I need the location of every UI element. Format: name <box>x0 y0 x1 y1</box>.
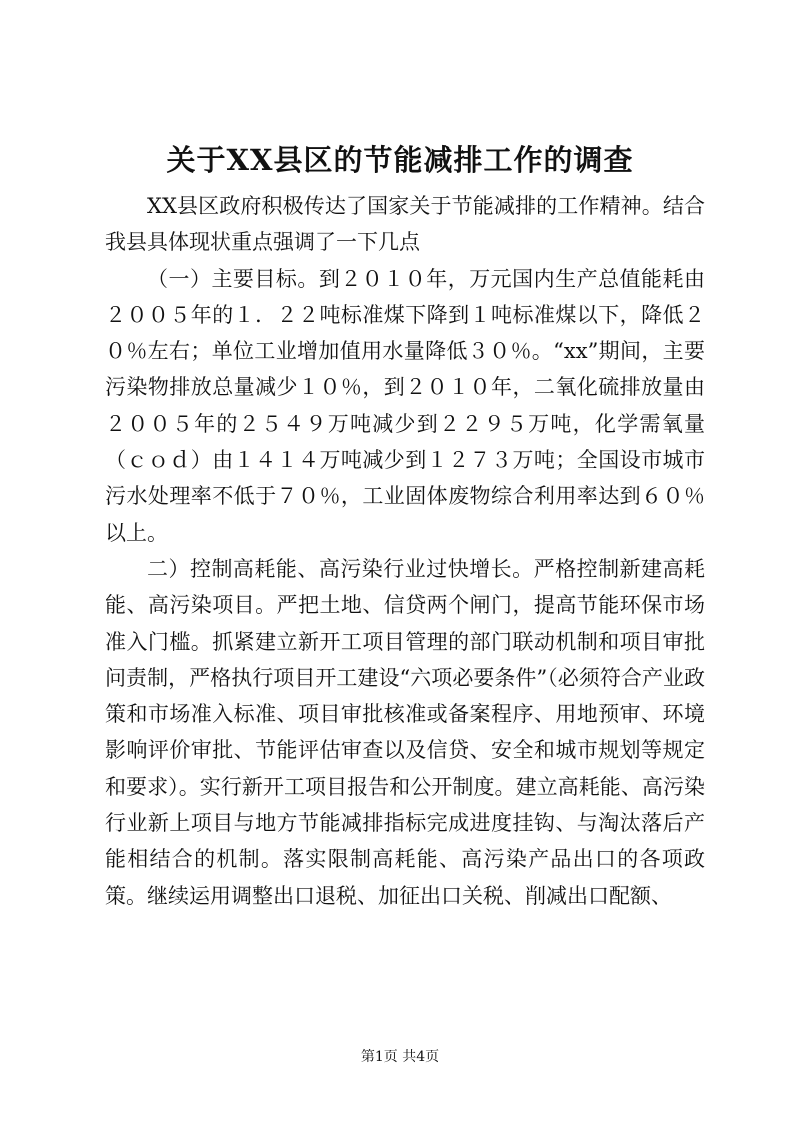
paragraph-intro: XX县区政府积极传达了国家关于节能减排的工作精神。结合我县具体现状重点强调了一下几点 <box>105 194 705 255</box>
document-title: 关于XX县区的节能减排工作的调查 <box>166 143 634 177</box>
document-body <box>105 188 705 914</box>
page-number-footer: 第1页 共4页 <box>360 1049 440 1065</box>
paragraph-main-goals: （一）主要目标。到２０１０年，万元国内生产总值能耗由２００５年的１．２２吨标准煤下降到１吨标准煤以下，降低２０％左右；单位工业增加值用水量降低３０％。“xx”期间，主要污染物排放总量减少１０％，到２０１０年，二氧化硫排放量由２００５年的２５４９万吨减少到２２９５万吨，化学需氧量（ｃｏｄ）由１４１４万吨减少到１２７３万吨；全国设市城市污水处理率不低于７０％，工业固体废物综合利用率达到６０％以上。 <box>105 266 705 545</box>
paragraph-control-growth: 二）控制高耗能、高污染行业过快增长。严格控制新建高耗能、高污染项目。严把土地、信贷两个闸门，提高节能环保市场准入门槛。抓紧建立新开工项目管理的部门联动机制和项目审批问责制，严格执行项目开工建设“六项必要条件”（必须符合产业政策和市场准入标准、项目审批核准或备案程序、用地预审、环境影响评价审批、节能评估审查以及信贷、安全和城市规划等规定和要求）。实行新开工项目报告和公开制度。建立高耗能、高污染行业新上项目与地方节能减排指标完成进度挂钩、与淘汰落后产能相结合的机制。落实限制高耗能、高污染产品出口的各项政策。继续运用调整出口退税、加征出口关税、削减出口配额、 <box>105 556 705 908</box>
